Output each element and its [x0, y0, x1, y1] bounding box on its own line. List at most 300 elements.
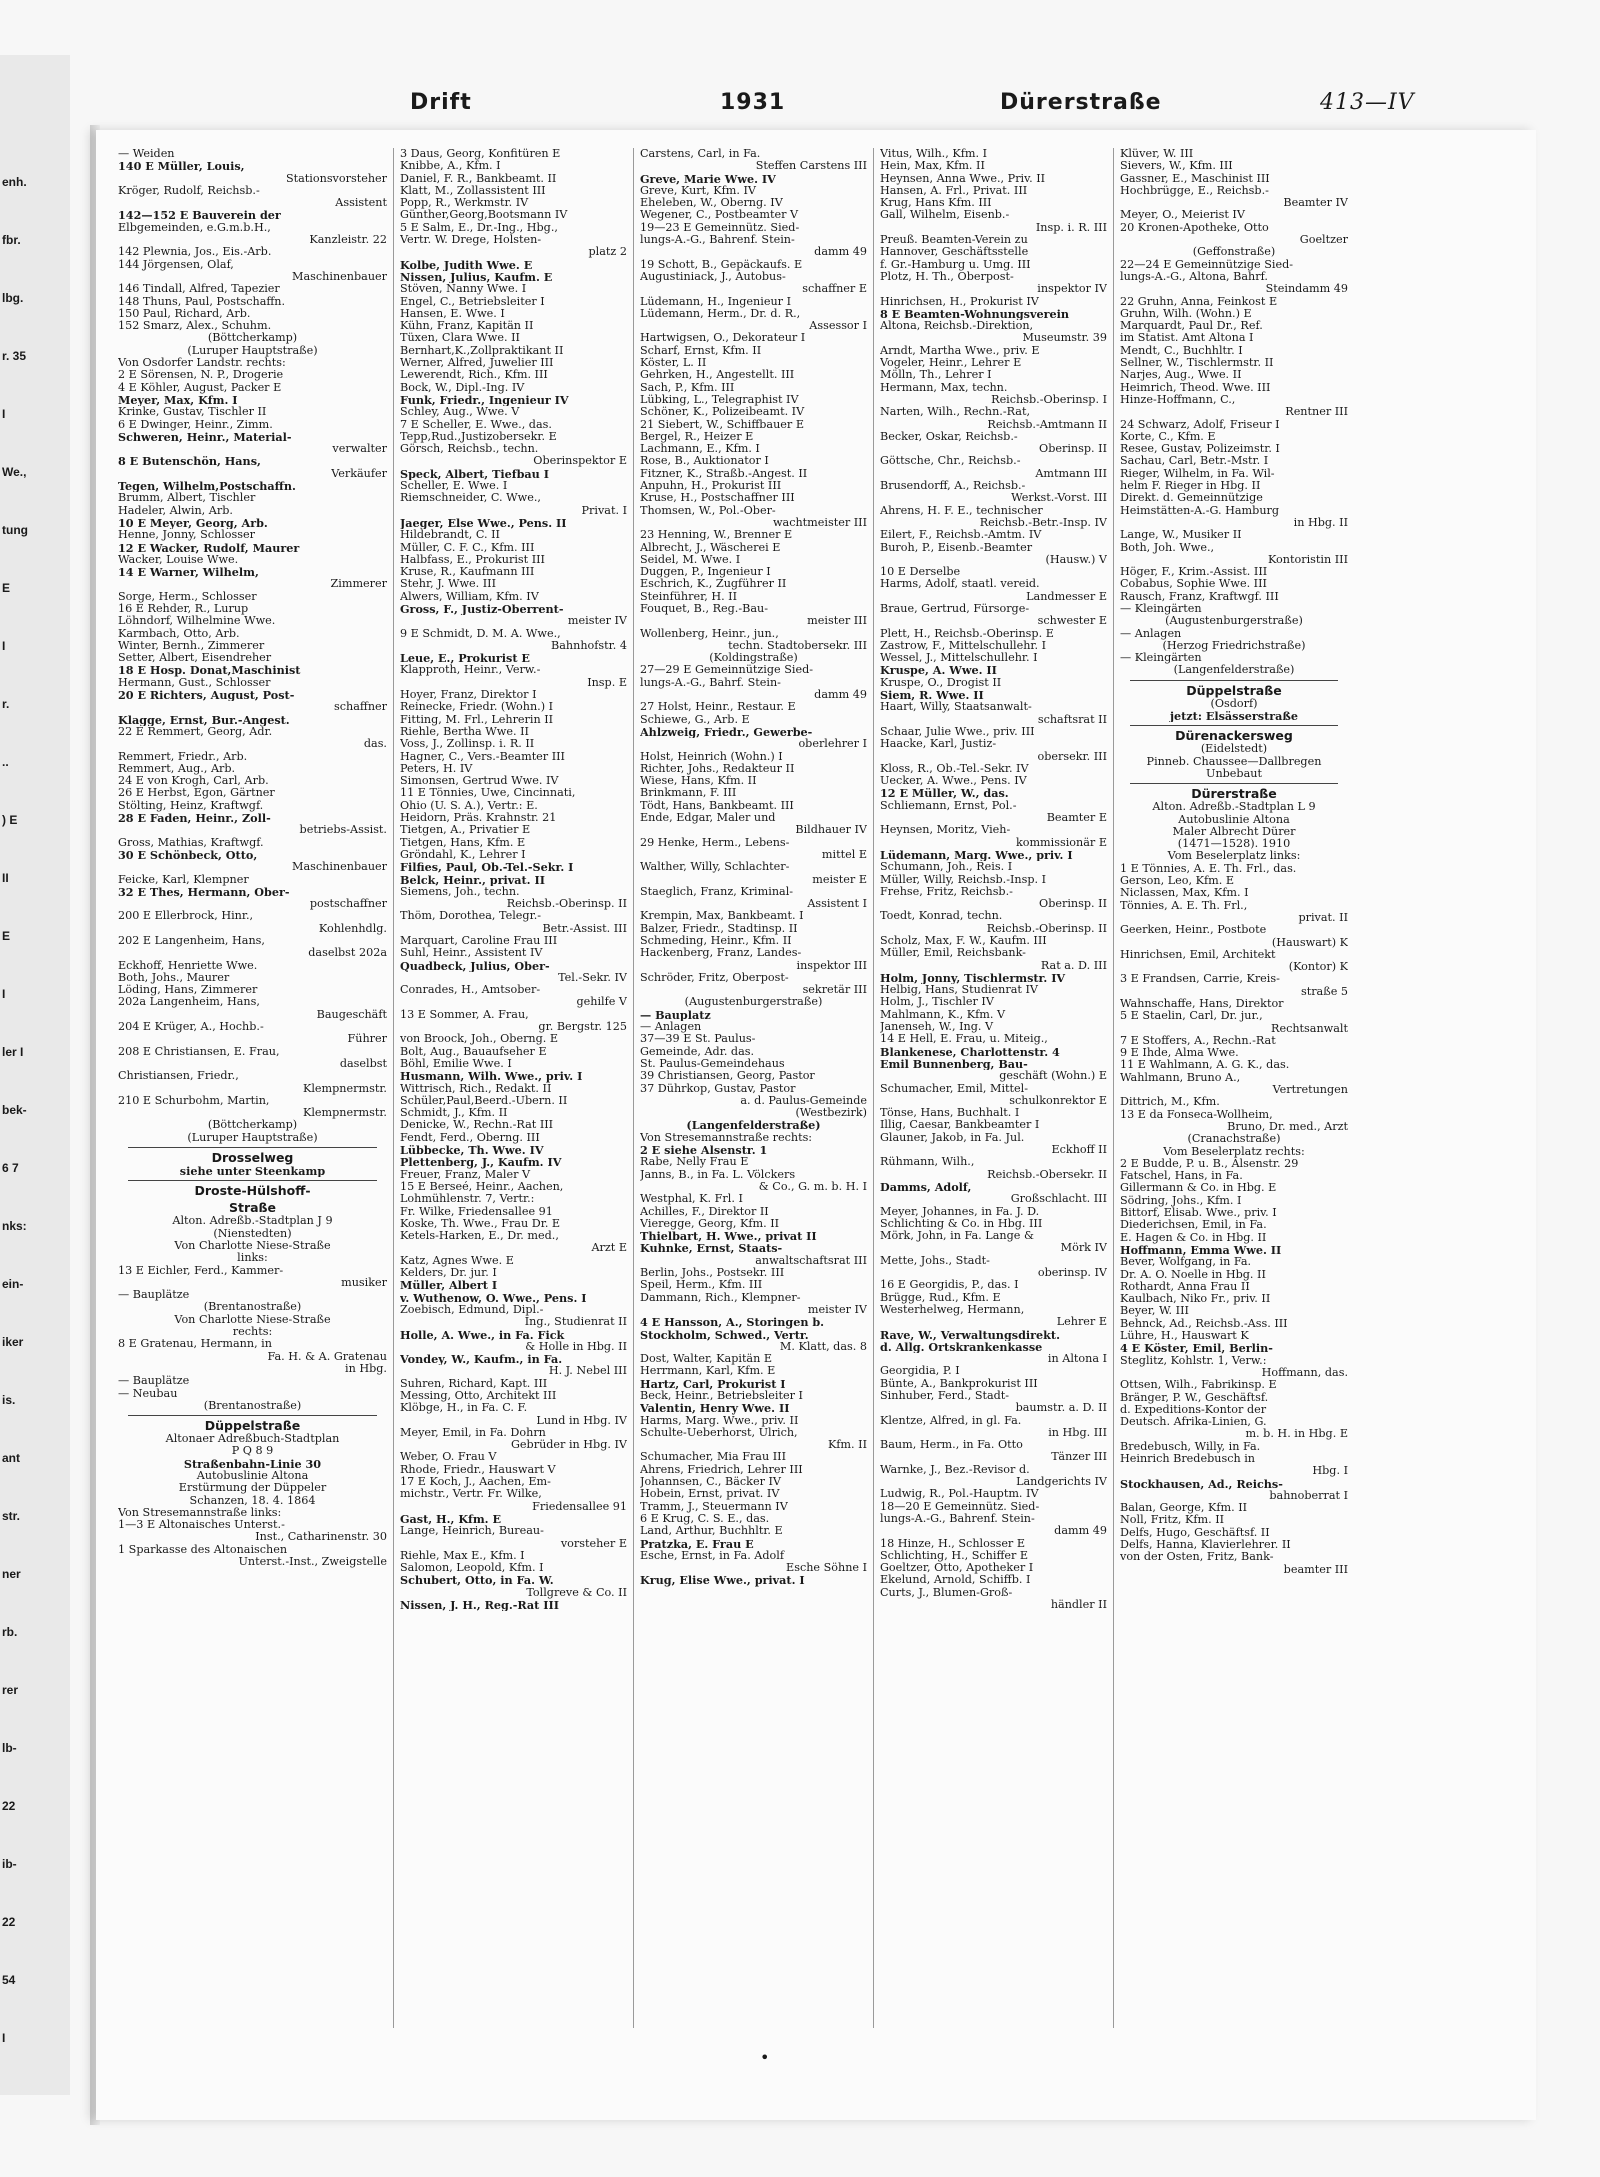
- directory-entry-line: 27—29 E Gemeinnützige Sied-: [640, 664, 814, 677]
- street-heading: Drosselweg: [211, 1150, 294, 1166]
- directory-entry-line: Tietgen, Hans, Kfm. E: [400, 836, 526, 849]
- directory-entry-line: Gross, F., Justiz-Oberrent-: [400, 602, 564, 616]
- directory-entry-line: 20 Kronen-Apotheke, Otto: [1120, 221, 1269, 234]
- directory-entry-line: 204 E Krüger, A., Hochb.-: [118, 1021, 264, 1034]
- directory-entry-line: Fitzner, K., Straßb.-Angest. II: [640, 467, 808, 480]
- directory-entry-line: Mörk, John, in Fa. Lange &: [880, 1230, 1034, 1243]
- directory-entry-line: 146 Tindall, Alfred, Tapezier: [118, 283, 280, 296]
- directory-entry-line: Göttsche, Chr., Reichsb.-: [880, 455, 1021, 468]
- directory-entry-line: Holm, J., Tischler IV: [880, 996, 994, 1009]
- directory-entry-line: Popp, R., Werkmstr. IV: [400, 197, 529, 210]
- directory-entry-line: Krempin, Max, Bankbeamt. I: [640, 910, 804, 923]
- directory-entry-line: Tönnies, A. E. Th. Frl.,: [1120, 899, 1248, 912]
- directory-entry-line: Reichsb.-Oberinsp. I: [991, 393, 1107, 406]
- directory-entry-line: vorsteher E: [560, 1537, 627, 1550]
- directory-entry-line: Lühre, H., Hauswart K: [1120, 1330, 1249, 1343]
- section-divider: [1130, 680, 1338, 681]
- directory-entry-line: Rhode, Friedr., Hauswart V: [400, 1463, 556, 1476]
- directory-entry-line: Tietgen, A., Privatier E: [400, 824, 531, 837]
- directory-entry-line: Plettenberg, J., Kaufm. IV: [400, 1156, 562, 1169]
- directory-entry-line: Harms, Marg. Wwe., priv. II: [640, 1414, 799, 1427]
- spine-fragment: 54: [2, 1973, 16, 1987]
- directory-entry-line: Löding, Hans, Zimmerer: [118, 984, 258, 997]
- directory-entry-line: Wegener, C., Postbeamter V: [640, 209, 799, 222]
- directory-entry-line: 20 E Richters, August, Post-: [118, 689, 295, 702]
- directory-entry-line: Steffen Carstens III: [755, 160, 867, 173]
- directory-entry-line: 24 Schwarz, Adolf, Friseur I: [1120, 418, 1280, 431]
- directory-entry-line: Kaulbach, Niko Fr., priv. II: [1120, 1293, 1271, 1306]
- directory-columns: [112, 148, 1522, 2028]
- directory-entry-line: Kuhnke, Ernst, Staats-: [640, 1242, 783, 1255]
- directory-entry-line: Setter, Albert, Eisendreher: [118, 652, 272, 665]
- spine-fragment: 6 7: [2, 1161, 19, 1175]
- directory-entry-line: Belck, Heinr., privat. II: [400, 873, 545, 886]
- street-heading: Straße: [228, 1200, 277, 1216]
- directory-entry-line: Hochbrügge, E., Reichsb.-: [1120, 184, 1269, 197]
- directory-entry-line: Müller, Albert I: [400, 1279, 498, 1292]
- directory-entry-line: Riemschneider, C. Wwe.,: [400, 492, 541, 505]
- directory-entry-line: Kloss, R., Ob.-Tel.-Sekr. IV: [880, 762, 1029, 775]
- directory-entry-line: kommissionär E: [1015, 836, 1107, 849]
- directory-entry-line: Plotz, H. Th., Oberpost-: [880, 270, 1014, 283]
- directory-entry-line: 9 E Schmidt, D. M. A. Wwe.,: [400, 627, 561, 640]
- directory-entry-line: Amtmann III: [1035, 467, 1107, 480]
- directory-entry-line: Rentner III: [1285, 406, 1348, 419]
- directory-entry-line: inspektor IV: [1037, 283, 1107, 296]
- directory-entry-line: lungs-A.-G., Bahrf. Stein-: [640, 676, 781, 689]
- spine-fragment: rer: [2, 1683, 19, 1697]
- directory-entry-line: Meyer, Max, Kfm. I: [118, 393, 238, 407]
- directory-entry-line: Assistent: [335, 197, 387, 210]
- directory-entry-line: Esche Söhne I: [786, 1562, 867, 1575]
- directory-entry-line: Fendt, Ferd., Oberng. III: [400, 1131, 540, 1144]
- directory-entry-line: Wahnschaffe, Hans, Direktor: [1120, 998, 1284, 1010]
- spine-fragment: 22: [2, 1915, 16, 1929]
- directory-entry-line: Meyer, Johannes, in Fa. J. D.: [880, 1205, 1040, 1218]
- directory-entry-line: rechts:: [232, 1326, 273, 1339]
- directory-entry-line: (Cranachstraße): [1187, 1133, 1281, 1146]
- spine-fragment: E: [2, 581, 11, 595]
- directory-entry-line: 202a Langenheim, Hans,: [118, 996, 260, 1009]
- directory-entry-line: Stockholm, Schwed., Vertr.: [640, 1328, 809, 1341]
- directory-entry-line: 23 Henning, W., Brenner E: [640, 529, 793, 542]
- directory-entry-line: Landmesser E: [1026, 590, 1107, 603]
- directory-entry-line: Schliemann, Ernst, Pol.-: [880, 799, 1017, 812]
- spine-fragment: ein-: [2, 1277, 24, 1291]
- directory-entry-line: Noll, Fritz, Kfm. II: [1120, 1514, 1225, 1527]
- directory-entry-line: Fitting, M. Frl., Lehrerin II: [400, 713, 554, 726]
- directory-entry-line: Herrmann, Karl, Kfm. E: [640, 1365, 776, 1378]
- spine-fragment: is.: [2, 1393, 16, 1407]
- directory-entry-line: 22 Gruhn, Anna, Feinkost E: [1120, 295, 1278, 308]
- directory-entry-line: 39 Christiansen, Georg, Pastor: [640, 1070, 815, 1083]
- directory-entry-line: Schweren, Heinr., Material-: [118, 430, 292, 444]
- spine-fragment: tung: [2, 523, 28, 537]
- directory-entry-line: Insp. i. R. III: [1035, 221, 1107, 234]
- directory-entry-line: von der Osten, Fritz, Bank-: [1120, 1551, 1274, 1564]
- directory-entry-line: Eckhoff, Henriette Wwe.: [118, 959, 258, 972]
- street-heading: Düppelstraße: [204, 1418, 301, 1434]
- directory-entry-line: Plett, H., Reichsb.-Oberinsp. E: [880, 627, 1054, 640]
- directory-entry-line: Wessel, J., Mittelschullehr. I: [880, 652, 1038, 665]
- directory-entry-line: Elbgemeinden, e.G.m.b.H.,: [118, 221, 271, 234]
- directory-entry-line: von Broock, Joh., Oberng. E: [400, 1033, 559, 1046]
- directory-entry-line: Von Charlotte Niese-Straße: [174, 1239, 331, 1252]
- directory-entry-line: Wiese, Hans, Kfm. II: [640, 775, 757, 788]
- directory-entry-line: in Hbg. II: [1293, 516, 1348, 529]
- directory-entry-line: Bredebusch, Willy, in Fa.: [1120, 1440, 1261, 1453]
- directory-entry-line: Toedt, Konrad, techn.: [880, 910, 1003, 923]
- directory-entry-line: (1471—1528). 1910: [1177, 838, 1291, 851]
- directory-entry-line: Krinke, Gustav, Tischler II: [118, 406, 267, 419]
- directory-entry-line: Balzer, Friedr., Stadtinsp. II: [640, 922, 798, 935]
- directory-entry-line: Hoffmann, das.: [1261, 1366, 1348, 1379]
- directory-entry-line: sekretär III: [802, 984, 867, 997]
- spine-fragment: ..: [2, 755, 9, 769]
- directory-entry-line: Frehse, Fritz, Reichsb.-: [880, 885, 1013, 898]
- directory-entry-line: Scharf, Ernst, Kfm. II: [640, 344, 762, 357]
- directory-entry-line: Reichsb.-Oberinsp. II: [506, 898, 627, 911]
- directory-entry-line: 19 Schott, B., Gepäckaufs. E: [640, 258, 803, 271]
- directory-entry-line: Ing., Studienrat II: [524, 1316, 627, 1329]
- directory-entry-line: Alwers, William, Kfm. IV: [400, 590, 539, 603]
- spine-fragment: iker: [2, 1335, 24, 1349]
- directory-entry-line: Filfies, Paul, Ob.-Tel.-Sekr. I: [400, 861, 574, 874]
- directory-entry-line: wachtmeister III: [772, 516, 867, 529]
- directory-entry-line: Lange, W., Musiker II: [1120, 529, 1242, 542]
- directory-entry-line: Brusendorff, A., Reichsb.-: [880, 480, 1026, 493]
- directory-entry-line: m. b. H. in Hbg. E: [1245, 1428, 1348, 1441]
- directory-entry-line: — Bauplatz: [640, 1008, 711, 1022]
- directory-entry-line: Hinrichsen, Emil, Architekt: [1120, 948, 1276, 961]
- directory-entry-line: Klatt, M., Zollassistent III: [400, 184, 546, 197]
- column-1: [112, 148, 394, 2028]
- directory-entry-line: jetzt: Elsässerstraße: [1169, 710, 1299, 723]
- directory-entry-line: Lewerendt, Rich., Kfm. III: [400, 369, 548, 382]
- spine-fragment: enh.: [2, 175, 27, 189]
- directory-entry-line: Schlichting & Co. in Hbg. III: [880, 1217, 1043, 1230]
- directory-entry-line: Wahlmann, Bruno A.,: [1120, 1071, 1241, 1084]
- directory-entry-line: Betr.-Assist. III: [542, 922, 627, 935]
- directory-entry-line: Nissen, Julius, Kaufm. E: [400, 270, 553, 284]
- directory-entry-line: Fr. Wilke, Friedensallee 91: [400, 1205, 553, 1218]
- directory-entry-line: anwaltschaftsrat III: [755, 1254, 867, 1267]
- directory-entry-line: Rat a. D. III: [1040, 959, 1107, 972]
- directory-entry-line: Georgidia, P. I: [880, 1365, 960, 1378]
- directory-entry-line: 6 E Dwinger, Heinr., Zimm.: [118, 418, 273, 431]
- directory-entry-line: (Luruper Hauptstraße): [187, 1131, 318, 1144]
- directory-entry-line: Sinhuber, Ferd., Stadt-: [880, 1389, 1010, 1402]
- directory-entry-line: Höger, F., Krim.-Assist. III: [1120, 566, 1268, 579]
- directory-entry-line: Großschlacht. III: [1010, 1193, 1107, 1206]
- directory-entry-line: — Kleingärten: [1120, 602, 1202, 615]
- directory-entry-line: Friedensallee 91: [532, 1500, 627, 1513]
- directory-entry-line: 2 E Budde, P. u. B., Alsenstr. 29: [1120, 1157, 1299, 1170]
- directory-entry-line: Schiewe, G., Arb. E: [640, 713, 750, 726]
- directory-entry-line: Oberinspektor E: [533, 455, 627, 468]
- directory-entry-line: platz 2: [588, 246, 627, 259]
- directory-entry-line: Inst., Catharinenstr. 30: [255, 1531, 387, 1544]
- directory-entry-line: 5 E Salm, E., Dr.-Ing., Hbg.,: [400, 221, 558, 234]
- directory-entry-line: Müller, Willy, Reichsb.-Insp. I: [880, 873, 1047, 886]
- directory-entry-line: Conrades, H., Amtsober-: [400, 984, 541, 997]
- directory-entry-line: Holst, Heinrich (Wohn.) I: [640, 750, 783, 763]
- spine-fragment: E: [2, 929, 11, 943]
- directory-entry-line: & Co., G. m. b. H. I: [758, 1180, 867, 1193]
- directory-entry-line: (Hausw.) V: [1045, 553, 1107, 566]
- directory-entry-line: Verkäufer: [331, 467, 387, 480]
- directory-entry-line: (Geffonstraße): [1192, 246, 1276, 259]
- directory-entry-line: Weber, O. Frau V: [400, 1451, 497, 1464]
- directory-entry-line: Reichsb.-Obersekr. II: [987, 1168, 1107, 1181]
- directory-entry-line: — Bauplätze: [118, 1375, 190, 1388]
- directory-entry-line: damm 49: [814, 689, 867, 702]
- directory-entry-line: Lange, Heinrich, Bureau-: [400, 1525, 544, 1538]
- directory-entry-line: 11 E Wahlmann, A. G. K., das.: [1120, 1059, 1290, 1072]
- directory-entry-line: Marquart, Caroline Frau III: [400, 935, 558, 947]
- directory-entry-line: 18 E Hosp. Donat,Maschinist: [118, 664, 301, 677]
- directory-entry-line: Quadbeck, Julius, Ober-: [400, 959, 550, 972]
- directory-entry-line: 12 E Müller, W., das.: [880, 787, 1009, 800]
- directory-entry-line: Vom Beselerplatz rechts:: [1163, 1145, 1305, 1158]
- directory-entry-line: oberinsp. IV: [1037, 1267, 1107, 1280]
- directory-entry-line: Sellner, W., Tischlermstr. II: [1120, 357, 1274, 370]
- directory-entry-line: & Holle in Hbg. II: [525, 1340, 627, 1353]
- directory-entry-line: Landgerichts IV: [1016, 1476, 1107, 1489]
- directory-entry-line: Rieger, Wilhelm, in Fa. Wil-: [1120, 467, 1275, 480]
- directory-entry-line: Eschrich, K., Zugführer II: [640, 578, 787, 591]
- directory-entry-line: Stationsvorsteher: [285, 172, 387, 185]
- directory-entry-line: Hackenberg, Franz, Landes-: [640, 947, 802, 960]
- directory-entry-line: Buroh, P., Eisenb.-Beamter: [880, 541, 1033, 554]
- directory-entry-line: verwalter: [332, 443, 387, 456]
- directory-entry-line: Kohlenhdlg.: [318, 922, 387, 935]
- directory-entry-line: 16 E Rehder, R., Lurup: [118, 602, 249, 615]
- directory-entry-line: Janenseh, W., Ing. V: [880, 1021, 994, 1034]
- directory-entry-line: Sorge, Herm., Schlosser: [118, 590, 257, 603]
- street-heading: Dürenackersweg: [1175, 728, 1293, 744]
- directory-entry-line: Löhndorf, Wilhelmine Wwe.: [118, 615, 276, 628]
- directory-entry-line: Speil, Herm., Kfm. III: [640, 1279, 763, 1292]
- directory-entry-line: Illig, Caesar, Bankbeamter I: [880, 1119, 1040, 1132]
- section-divider: [128, 1415, 377, 1416]
- directory-entry-line: Johannsen, C., Bäcker IV: [640, 1476, 781, 1489]
- directory-entry-line: Westerhelweg, Hermann,: [880, 1303, 1025, 1316]
- directory-entry-line: 37—39 E St. Paulus-: [640, 1033, 756, 1046]
- directory-entry-line: Kolbe, Judith Wwe. E: [400, 258, 533, 271]
- directory-entry-line: Ohio (U. S. A.), Vertr.: E.: [400, 799, 538, 812]
- directory-entry-line: 5 E Staelin, Carl, Dr. jur.,: [1120, 1010, 1263, 1023]
- directory-entry-line: Uecker, A. Wwe., Pens. IV: [880, 775, 1027, 788]
- directory-entry-line: Becker, Oskar, Reichsb.-: [880, 430, 1018, 443]
- spine-fragment: ant: [2, 1451, 20, 1465]
- directory-entry-line: Holle, A. Wwe., in Fa. Fick: [400, 1328, 565, 1341]
- directory-entry-line: Zoebisch, Edmund, Dipl.-: [400, 1303, 544, 1316]
- directory-entry-line: Klempnermstr.: [302, 1107, 387, 1120]
- directory-entry-line: Kruse, R., Kaufmann III: [400, 566, 535, 579]
- directory-entry-line: (Nienstedten): [213, 1227, 292, 1240]
- directory-entry-line: Klüver, W. III: [1120, 148, 1194, 160]
- directory-entry-line: Korte, C., Kfm. E: [1120, 430, 1216, 443]
- directory-entry-line: Gehrken, H., Angestellt. III: [640, 369, 795, 382]
- directory-entry-line: Hoffmann, Emma Wwe. II: [1120, 1243, 1282, 1257]
- directory-entry-line: (Augustenburgerstraße): [684, 996, 823, 1009]
- directory-entry-line: Hadeler, Alwin, Arb.: [118, 504, 233, 517]
- directory-entry-line: 200 E Ellerbrock, Hinr.,: [118, 910, 254, 923]
- directory-entry-line: privat. II: [1298, 911, 1348, 924]
- directory-entry-line: Klagge, Ernst, Bur.-Angest.: [118, 713, 290, 726]
- directory-entry-line: schaffner: [333, 701, 387, 714]
- directory-entry-line: 26 E Herbst, Egon, Gärtner: [118, 787, 275, 800]
- directory-entry-line: 8 E Butenschön, Hans,: [118, 455, 261, 468]
- directory-entry-line: 4 E Köster, Emil, Berlin-: [1120, 1342, 1273, 1355]
- directory-entry-line: Heimstätten-A.-G. Hamburg: [1120, 504, 1280, 517]
- directory-entry-line: mittel E: [821, 848, 867, 861]
- directory-entry-line: Autobuslinie Altona: [1178, 813, 1290, 826]
- spine-fragment: ib-: [2, 1857, 17, 1871]
- directory-entry-line: Lüdemann, Marg. Wwe., priv. I: [880, 848, 1073, 862]
- directory-entry-line: Both, Johs., Maurer: [118, 971, 230, 984]
- directory-entry-line: 14 E Hell, E. Frau, u. Miteig.,: [880, 1033, 1048, 1046]
- directory-entry-line: d. Allg. Ortskrankenkasse: [880, 1340, 1043, 1354]
- directory-entry-line: Mölln, Th., Lehrer I: [880, 369, 992, 382]
- previous-page-spine: [0, 55, 70, 2095]
- directory-entry-line: oberlehrer I: [798, 738, 867, 751]
- directory-entry-line: meister III: [807, 615, 867, 628]
- directory-entry-line: 21 Siebert, W., Schiffbauer E: [640, 418, 804, 431]
- directory-entry-line: Maler Albrecht Dürer: [1172, 825, 1296, 838]
- directory-entry-line: 22—24 E Gemeinnützige Sied-: [1120, 258, 1294, 271]
- directory-entry-line: Cobabus, Sophie Wwe. III: [1120, 578, 1267, 591]
- directory-entry-line: Klapproth, Heinr., Verw.-: [400, 664, 541, 677]
- directory-entry-line: schulkonrektor E: [1009, 1094, 1107, 1107]
- directory-entry-line: Erstürmung der Düppeler: [178, 1482, 327, 1495]
- directory-entry-line: Tepp,Rud.,Justizobersekr. E: [400, 430, 557, 443]
- directory-entry-line: musiker: [341, 1276, 387, 1289]
- directory-entry-line: Rabe, Nelly Frau E: [640, 1156, 749, 1169]
- directory-entry-line: Scheller, E. Wwe. I: [400, 480, 508, 493]
- directory-entry-line: Zastrow, F., Mittelschullehr. I: [880, 639, 1047, 652]
- directory-entry-line: — Bauplätze: [118, 1289, 190, 1302]
- directory-entry-line: 14 E Warner, Wilhelm,: [118, 566, 259, 579]
- directory-entry-line: 13 E Sommer, A. Frau,: [400, 1008, 529, 1021]
- section-divider: [128, 1147, 377, 1148]
- directory-entry-line: straße 5: [1300, 985, 1348, 998]
- directory-entry-line: Zimmerer: [330, 578, 387, 591]
- directory-entry-line: Koske, Th. Wwe., Frau Dr. E: [400, 1217, 561, 1230]
- directory-entry-line: das.: [363, 738, 387, 751]
- directory-entry-line: gr. Bergstr. 125: [538, 1021, 627, 1034]
- directory-entry-line: Hermann, Max, techn.: [880, 381, 1008, 394]
- directory-entry-line: in Hbg.: [345, 1362, 387, 1375]
- directory-entry-line: Fouquet, B., Reg.-Bau-: [640, 602, 768, 615]
- directory-entry-line: — Anlagen: [1120, 627, 1182, 640]
- directory-entry-line: Brügge, Rud., Kfm. E: [880, 1291, 1001, 1304]
- directory-entry-line: Assistent I: [807, 898, 867, 911]
- spine-fragment: str.: [2, 1509, 21, 1523]
- directory-entry-line: betriebs-Assist.: [299, 824, 387, 837]
- directory-entry-line: Schmidt, J., Kfm. II: [400, 1107, 508, 1120]
- directory-entry-line: obersekr. III: [1037, 750, 1107, 763]
- directory-entry-line: Unbebaut: [1206, 767, 1262, 780]
- directory-entry-line: Vieregge, Georg, Kfm. II: [640, 1217, 780, 1230]
- directory-entry-line: Nissen, J. H., Reg.-Rat III: [400, 1599, 559, 1612]
- directory-entry-line: Schöner, K., Polizeibeamt. IV: [640, 406, 805, 419]
- directory-entry-line: Emil Bunnenberg, Bau-: [880, 1057, 1028, 1071]
- spine-fragment: ) E: [2, 813, 18, 827]
- directory-entry-line: Berlin, Johs., Postsekr. III: [640, 1267, 785, 1280]
- directory-entry-line: Assessor I: [809, 320, 867, 333]
- spine-fragment: I: [2, 407, 6, 421]
- directory-entry-line: Bränger, P. W., Geschäftsf.: [1120, 1391, 1269, 1404]
- directory-entry-line: Arndt, Martha Wwe., priv. E: [880, 344, 1040, 357]
- directory-entry-line: Direkt. d. Gemeinnützige: [1120, 492, 1263, 505]
- directory-entry-line: Wollenberg, Heinr., jun.,: [640, 627, 779, 640]
- directory-entry-line: in Hbg. III: [1048, 1426, 1107, 1439]
- directory-entry-line: 142—152 E Bauverein der: [118, 209, 281, 222]
- directory-entry-line: 22 E Remmert, Georg, Adr.: [118, 725, 273, 738]
- directory-entry-line: Baum, Herm., in Fa. Otto: [880, 1439, 1023, 1452]
- directory-entry-line: 4 E Hansson, A., Storingen b.: [640, 1316, 825, 1329]
- directory-entry-line: Schüler,Paul,Beerd.-Übern. II: [400, 1094, 568, 1107]
- directory-entry-line: Seidel, M. Wwe. I: [640, 553, 741, 566]
- directory-entry-line: meister IV: [807, 1303, 867, 1316]
- directory-entry-line: Fatschel, Hans, in Fa.: [1120, 1170, 1243, 1183]
- directory-entry-line: (Hauswart) K: [1271, 936, 1348, 949]
- directory-entry-line: Gross, Mathias, Kraftwgf.: [118, 836, 264, 849]
- directory-entry-line: Siemens, Joh., techn.: [400, 885, 520, 898]
- directory-entry-line: siehe unter Steenkamp: [179, 1165, 326, 1178]
- directory-entry-line: helm F. Rieger in Hbg. II: [1120, 480, 1261, 493]
- directory-entry-line: daselbst: [339, 1057, 387, 1070]
- directory-entry-line: 4 E Köhler, August, Packer E: [118, 381, 282, 394]
- directory-entry-line: Heynsen, Anna Wwe., Priv. II: [880, 172, 1046, 185]
- directory-entry-line: Janns, B., in Fa. L. Völckers: [640, 1168, 796, 1181]
- directory-entry-line: Mette, Johs., Stadt-: [880, 1254, 990, 1267]
- directory-entry-line: Bittorf, Elisab. Wwe., priv. I: [1120, 1207, 1277, 1220]
- directory-entry-line: Maschinenbauer: [292, 861, 387, 874]
- directory-entry-line: 1 E Tönnies, A. E. Th. Frl., das.: [1120, 862, 1297, 875]
- directory-entry-line: Hinrichsen, H., Prokurist IV: [880, 295, 1039, 308]
- directory-entry-line: Carstens, Carl, in Fa.: [640, 148, 761, 160]
- directory-entry-line: 140 E Müller, Louis,: [118, 160, 245, 173]
- directory-entry-line: Bernhart,K.,Zollpraktikant II: [400, 344, 564, 357]
- directory-entry-line: Peters, H. IV: [400, 762, 473, 775]
- directory-entry-line: Ottsen, Wilh., Fabrikinsp. E: [1120, 1379, 1277, 1392]
- section-divider: [1130, 725, 1338, 726]
- column-2: [394, 148, 634, 2028]
- directory-entry-line: Dost, Walter, Kapitän E: [640, 1353, 773, 1366]
- spine-fragment: r. 35: [2, 349, 27, 363]
- directory-entry-line: Westphal, K. Frl. I: [640, 1193, 743, 1206]
- directory-entry-line: Goeltzer, Otto, Apotheker I: [880, 1562, 1034, 1575]
- directory-entry-line: Augustiniack, J., Autobus-: [640, 270, 786, 283]
- directory-entry-line: Kontoristin III: [1268, 553, 1348, 566]
- directory-entry-line: Alton. Adreßb.-Stadtplan L 9: [1152, 801, 1316, 814]
- directory-entry-line: Achilles, F., Direktor II: [640, 1205, 769, 1218]
- directory-entry-line: Pinneb. Chaussee—Dallbregen: [1146, 755, 1322, 768]
- directory-entry-line: Lachmann, E., Kfm. I: [640, 443, 760, 456]
- directory-entry-line: 6 E Krug, C. S. E., das.: [640, 1512, 770, 1525]
- directory-entry-line: Baugeschäft: [316, 1008, 387, 1021]
- directory-entry-line: Knibbe, A., Kfm. I: [400, 160, 501, 173]
- directory-entry-line: meister IV: [567, 615, 627, 628]
- directory-entry-line: Bahnhofstr. 4: [551, 639, 627, 652]
- directory-entry-line: Vogeler, Heinr., Lehrer E: [880, 357, 1022, 370]
- directory-entry-line: Schubert, Otto, in Fa. W.: [400, 1574, 554, 1587]
- directory-entry-line: Damms, Adolf,: [880, 1180, 972, 1194]
- directory-entry-line: Gall, Wilhelm, Eisenb.-: [880, 209, 1010, 222]
